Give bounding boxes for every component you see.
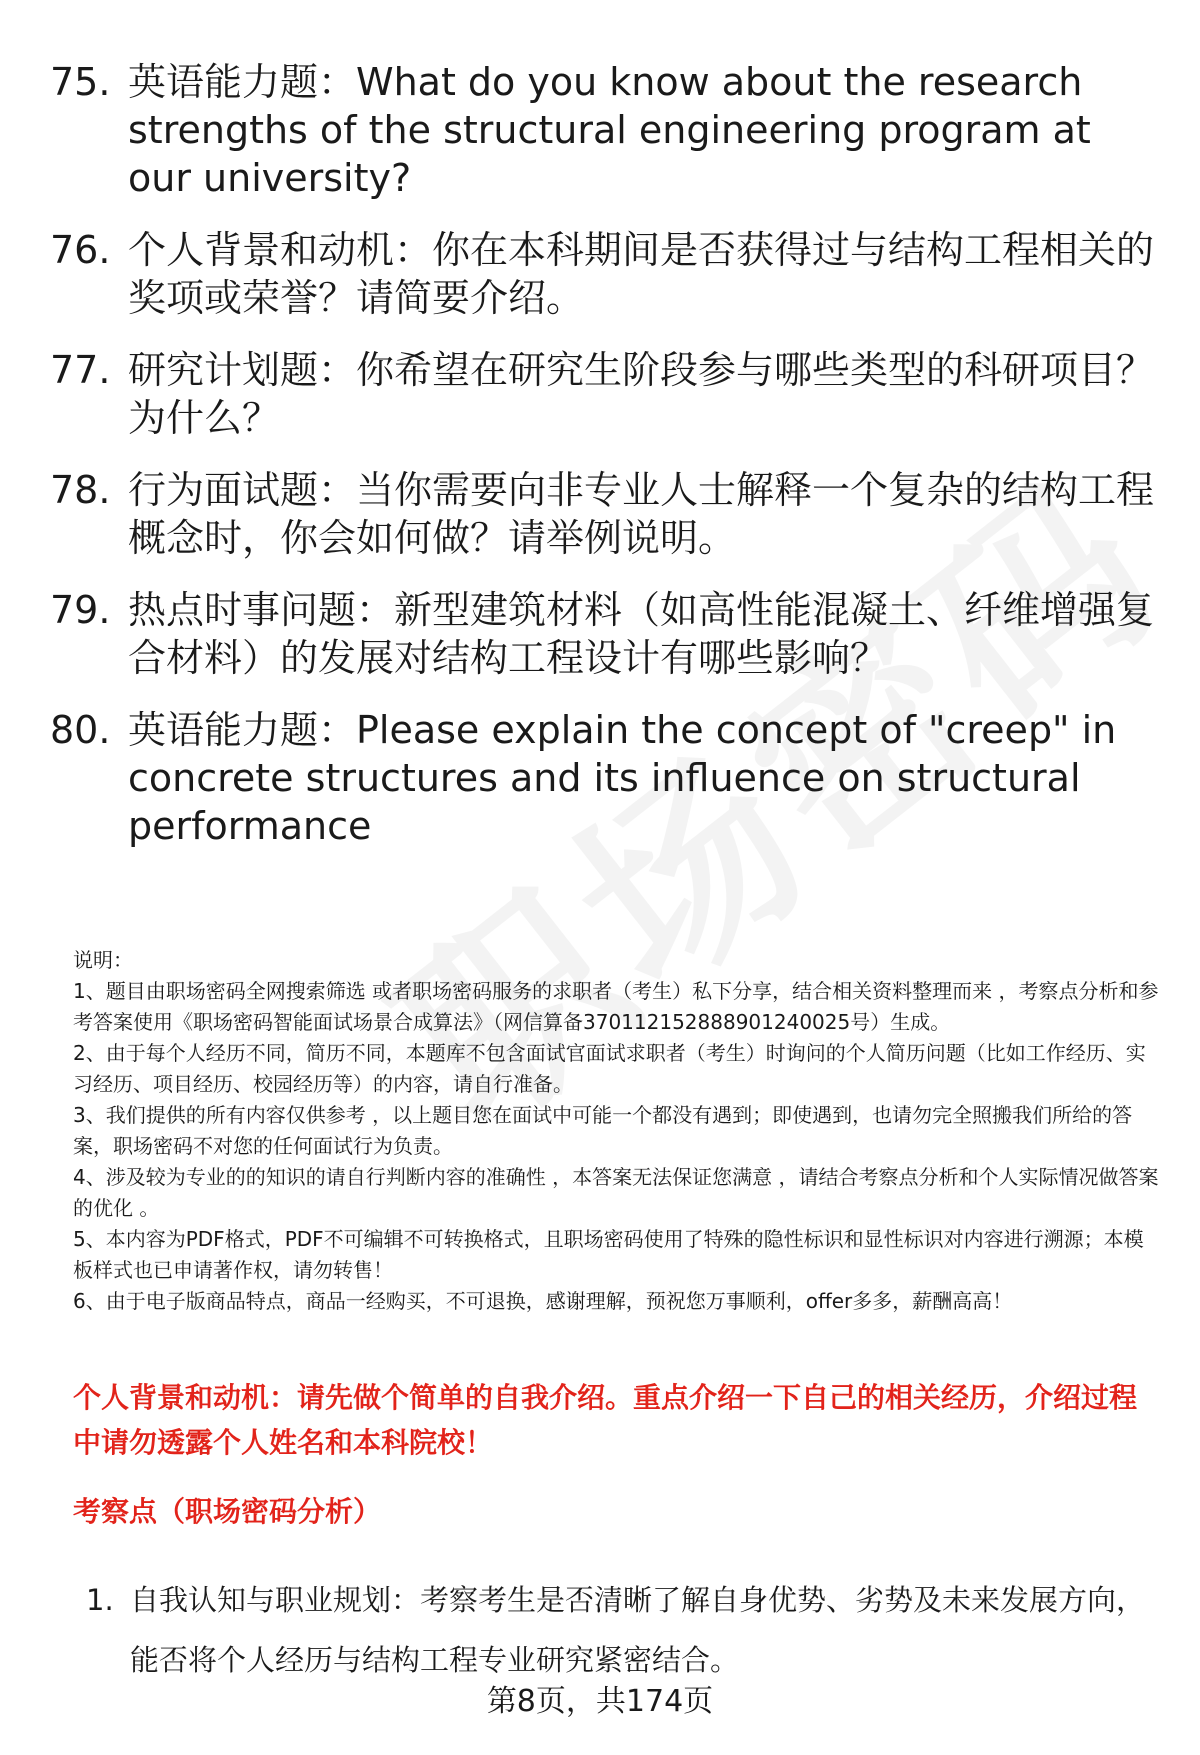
section-title: 考察点（职场密码分析） [73, 1495, 382, 1528]
question-item [50, 58, 1160, 202]
note-item: 5、本内容为PDF格式，PDF不可编辑不可转换格式，且职场密码使用了特殊的隐性标识和显性标识对内容进行溯源；本模板样式也已申请著作权，请勿转售！ [73, 1227, 1144, 1282]
question-item [50, 586, 1160, 682]
note-item: 4、涉及较为专业的的知识的请自行判断内容的准确性 ，本答案无法保证您满意 ，请结合考察点分析和个人实际情况做答案的优化 。 [73, 1165, 1159, 1220]
question-item [50, 706, 1160, 850]
note-item: 1、题目由职场密码全网搜索筛选 或者职场密码服务的求职者（考生）私下分享，结合相关资料整理而来 ，考察点分析和参考答案使用《职场密码智能面试场景合成算法》（网信算备370112152888901240025号）生成。 [73, 979, 1159, 1034]
question-text: 研究计划题：你希望在研究生阶段参与哪些类型的科研项目？为什么？ [128, 348, 1155, 440]
note-item: 2、由于每个人经历不同，简历不同，本题库不包含面试官面试求职者（考生）时询问的个人简历问题（比如工作经历、实习经历、项目经历、校园经历等）的内容，请自行准备。 [73, 1041, 1146, 1096]
question-list [50, 58, 1160, 874]
notes-heading: 说明： [73, 948, 133, 972]
highlight-question: 个人背景和动机：请先做个简单的自我介绍。重点介绍一下自己的相关经历，介绍过程中请勿透露个人姓名和本科院校！ [73, 1381, 1138, 1459]
question-item [50, 346, 1160, 442]
question-number: 77. [50, 348, 111, 392]
question-text: 行为面试题：当你需要向非专业人士解释一个复杂的结构工程概念时，你会如何做？请举例说明。 [128, 468, 1155, 560]
point-text: 自我认知与职业规划：考察考生是否清晰了解自身优势、劣势及未来发展方向，能否将个人经历与结构工程专业研究紧密结合。 [130, 1583, 1146, 1677]
question-number: 76. [50, 228, 111, 272]
point-number: 1. [86, 1583, 114, 1617]
question-number: 79. [50, 588, 111, 632]
question-text: 热点时事问题：新型建筑材料（如高性能混凝土、纤维增强复合材料）的发展对结构工程设计有哪些影响？ [128, 588, 1155, 680]
note-item: 6、由于电子版商品特点，商品一经购买，不可退换，感谢理解，预祝您万事顺利，offer多多，薪酬高高！ [73, 1289, 1013, 1313]
question-text: 个人背景和动机：你在本科期间是否获得过与结构工程相关的奖项或荣誉？请简要介绍。 [128, 228, 1155, 320]
question-item [50, 466, 1160, 562]
question-number: 78. [50, 468, 111, 512]
question-text: 英语能力题：Please explain the concept of "creep" in concrete structures and its influence on structural performance [128, 708, 1117, 848]
question-item [50, 226, 1160, 322]
question-number: 75. [50, 60, 111, 104]
question-number: 80. [50, 708, 111, 752]
question-text: 英语能力题：What do you know about the research strengths of the structural engineering program at our university? [128, 60, 1091, 200]
note-item: 3、我们提供的所有内容仅供参考 ，以上题目您在面试中可能一个都没有遇到；即使遇到，也请勿完全照搬我们所给的答案，职场密码不对您的任何面试行为负责。 [73, 1103, 1133, 1158]
page-footer: 第8页，共174页 [486, 1684, 714, 1719]
analysis-point [86, 1570, 1156, 1690]
notes-section [73, 945, 1163, 1317]
